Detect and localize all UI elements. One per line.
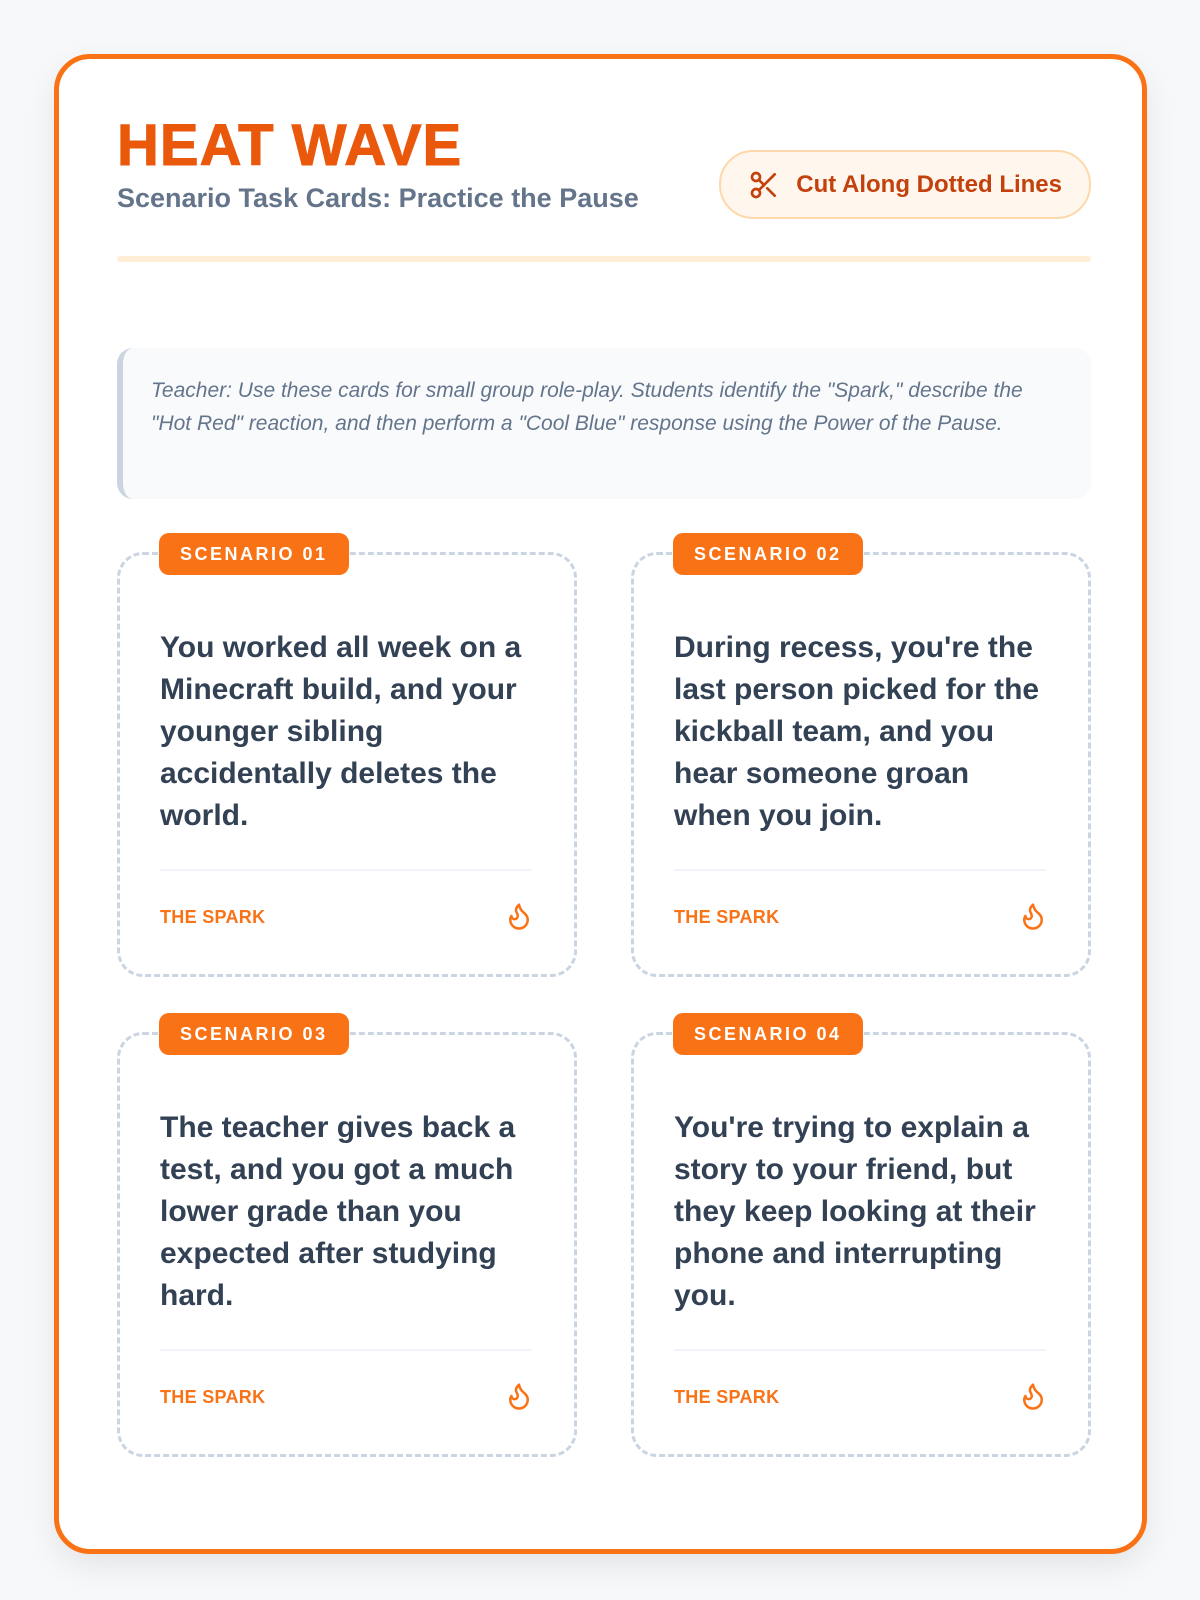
scenario-badge: SCENARIO 01 <box>159 533 349 575</box>
card-divider <box>160 1349 532 1351</box>
scenario-card-01 <box>117 543 577 977</box>
scenario-card-02 <box>631 543 1091 977</box>
worksheet-page <box>54 54 1147 1554</box>
cut-instructions-label: Cut Along Dotted Lines <box>796 170 1062 198</box>
scenario-card-03 <box>117 1023 577 1457</box>
flame-icon <box>504 1380 534 1412</box>
card-divider <box>674 1349 1046 1351</box>
scenario-badge: SCENARIO 04 <box>673 1013 863 1055</box>
card-divider <box>674 869 1046 871</box>
header <box>117 113 1091 267</box>
flame-icon <box>1018 900 1048 932</box>
scenario-card-04 <box>631 1023 1091 1457</box>
spark-label: THE SPARK <box>160 1387 266 1407</box>
header-divider <box>117 256 1091 262</box>
spark-label: THE SPARK <box>160 907 266 927</box>
page-subtitle: Scenario Task Cards: Practice the Pause <box>117 183 639 213</box>
spark-label: THE SPARK <box>674 1387 780 1407</box>
cut-instructions-pill <box>719 150 1091 219</box>
flame-icon <box>1018 1380 1048 1412</box>
scenario-text: The teacher gives back a test, and you got a much lower grade than you expected after studying hard. <box>160 1111 516 1312</box>
scenario-badge: SCENARIO 02 <box>673 533 863 575</box>
scenario-text: During recess, you're the last person picked for the kickball team, and you hear someone groan when you join. <box>674 631 1040 832</box>
scenario-badge: SCENARIO 03 <box>159 1013 349 1055</box>
scenario-text: You worked all week on a Minecraft build, and your younger sibling accidentally deletes the world. <box>160 631 522 832</box>
page-title: HEAT WAVE <box>117 113 463 178</box>
scenario-text: You're trying to explain a story to your friend, but they keep looking at their phone and interrupting you. <box>674 1111 1036 1312</box>
card-divider <box>160 869 532 871</box>
flame-icon <box>504 900 534 932</box>
scissors-icon <box>748 169 780 201</box>
spark-label: THE SPARK <box>674 907 780 927</box>
teacher-note: Teacher: Use these cards for small group role-play. Students identify the "Spark," describe the "Hot Red" reaction, and then perform a "Cool Blue" response using the Power of the Pause. <box>117 348 1091 499</box>
